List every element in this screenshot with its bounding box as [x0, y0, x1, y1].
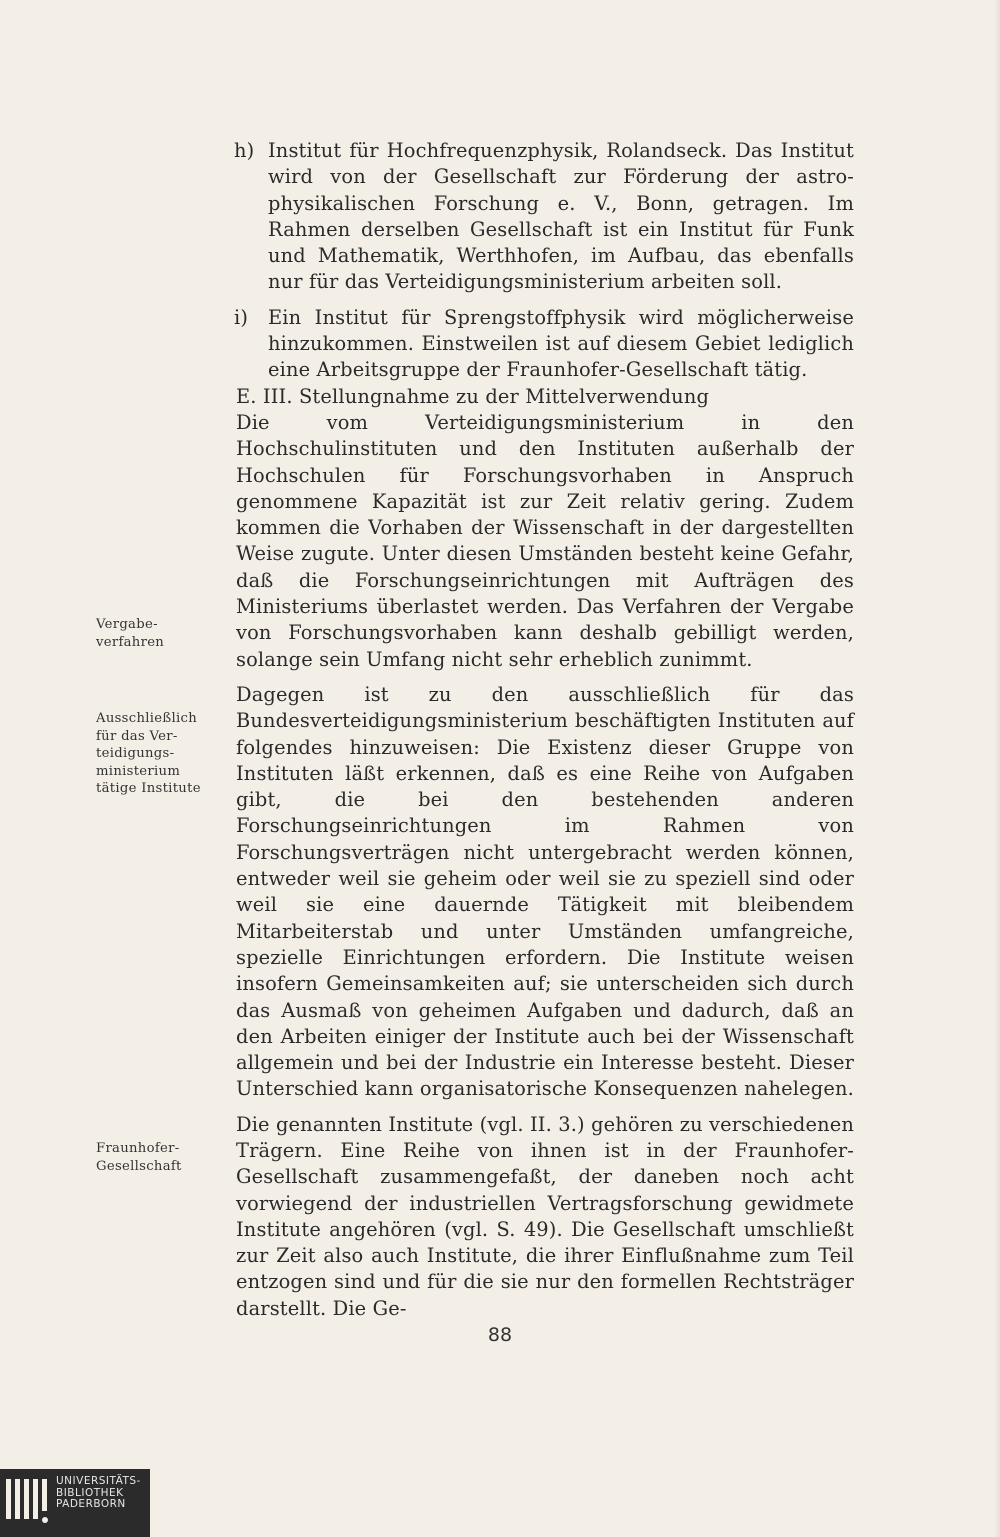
margin-note-line: Gesellschaft	[96, 1158, 182, 1174]
margin-note-institute	[96, 710, 216, 798]
paragraph-fraunhofer: Die genannten Institute (vgl. II. 3.) gehören zu verschiedenen Trägern. Eine Reihe von ihnen ist in der Fraunhofer-Gesellschaft zusammengefaßt, der daneben noch acht vorwiegend der industriellen Vertragsforschung gewidmete Institute angehören (vgl. S. 49). Die Gesellschaft umschließt zur Zeit also auch Institute, die ihrer Einflußnahme zum Teil entzogen sind und für die sie nur den formellen Rechtsträger darstellt. Die Ge-	[236, 1112, 854, 1320]
main-text-column	[236, 138, 854, 1331]
library-name-line: BIBLIOTHEK	[56, 1486, 124, 1499]
margin-note-fraunhofer	[96, 1140, 216, 1175]
list-item-i-text: Ein Institut für Sprengstoffphysik wird möglicherweise hinzukommen. Einstweilen ist auf diesem Gebiet lediglich eine Arbeitsgruppe der Fraunhofer-Gesellschaft tätig.	[268, 305, 854, 382]
library-name-line: PADERBORN	[56, 1498, 126, 1510]
page-edge-shadow	[994, 0, 1000, 1537]
margin-note-line: Fraunhofer-	[96, 1141, 180, 1156]
library-logo-icon	[6, 1479, 50, 1527]
margin-note-line: Vergabe-	[96, 617, 158, 632]
page-number: 88	[487, 1324, 513, 1346]
paragraph-institute: Dagegen ist zu den ausschließlich für das Bundesverteidigungsministerium beschäftigten Instituten auf folgendes hinzuweisen: Die Existenz dieser Gruppe von Instituten läßt erkennen, daß es eine Reihe von Aufgaben gibt, die bei den bestehenden anderen Forschungseinrichtungen im Rahmen von Forschungsverträgen nicht untergebracht werden können, entweder weil sie geheim oder weil sie zu speziell sind oder weil sie eine dauernde Tätigkeit mit bleibendem Mitarbeiterstab und unter Umständen umfangreiche, spezielle Einrichtungen erfordern. Die Institute weisen insofern Gemeinsamkeiten auf; sie unterscheiden sich durch das Ausmaß von geheimen Aufgaben und dadurch, daß an den Arbeiten einiger der Institute auch bei der Wissenschaft allgemein und bei der Industrie ein Interesse besteht. Dieser Unterschied kann organisatorische Konsequenzen nahelegen.	[236, 682, 854, 1101]
list-item-h	[236, 138, 854, 296]
library-name	[56, 1476, 141, 1511]
margin-note-vergabe	[96, 616, 216, 651]
library-name-line: UNIVERSITÄTS-	[56, 1475, 141, 1487]
margin-note-line: ministerium	[96, 763, 181, 779]
section-heading: E. III. Stellungnahme zu der Mittelverwendung	[236, 384, 710, 408]
margin-note-line: verfahren	[96, 634, 165, 650]
paragraph-vergabe: Die vom Verteidigungsministerium in den Hochschulinstituten und den Instituten außerhalb der Hochschulen für Forschungsvorhaben in Anspruch genommene Kapazität ist zur Zeit relativ gering. Zudem kommen die Vorhaben der Wissenschaft in der dargestellten Weise zugute. Unter diesen Umständen besteht keine Gefahr, daß die Forschungseinrichtungen mit Aufträgen des Ministeriums überlastet werden. Das Verfahren der Vergabe von Forschungsvorhaben kann deshalb gebilligt werden, solange sein Umfang nicht sehr erheblich zunimmt.	[236, 410, 854, 671]
library-footer	[0, 1469, 150, 1537]
list-marker-h: h)	[234, 139, 255, 162]
margin-note-line: Ausschließlich	[96, 711, 197, 726]
list-marker-i: i)	[234, 305, 249, 329]
margin-note-line: für das Ver-	[96, 728, 178, 744]
margin-note-line: teidigungs-	[96, 746, 175, 761]
list-item-i	[236, 305, 854, 384]
list-item-h-text: Institut für Hochfrequenzphysik, Rolandseck. Das Institut wird von der Gesellschaft zur Förderung der astro-physikalischen Forschung e. V., Bonn, getragen. Im Rahmen derselben Gesellschaft ist ein Institut für Funk und Mathematik, Werthhofen, im Aufbau, das ebenfalls nur für das Verteidigungsministerium arbeiten soll.	[268, 139, 854, 294]
margin-note-line: tätige Institute	[96, 781, 201, 796]
